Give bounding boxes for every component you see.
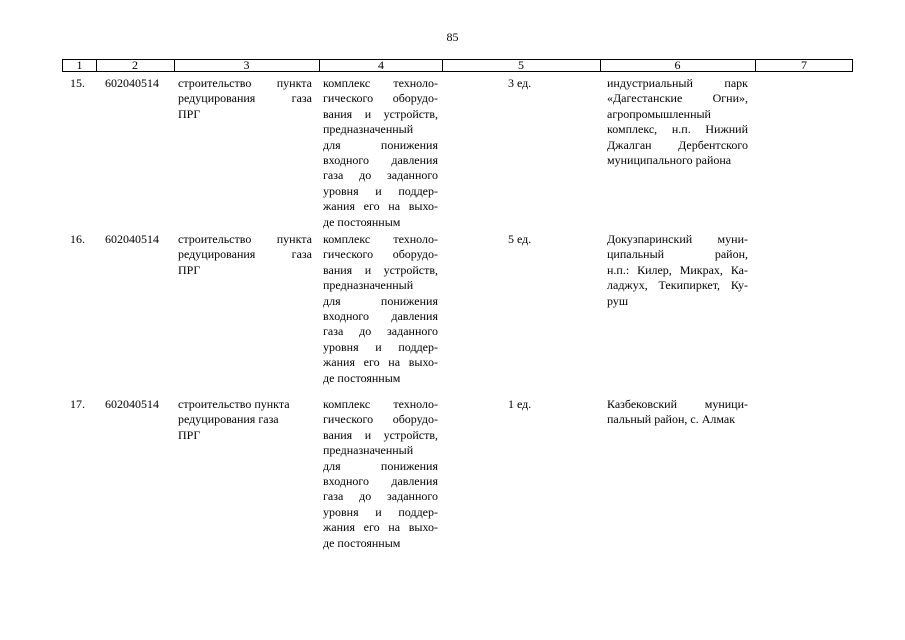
location-line: пальный район, с. Алмак bbox=[607, 412, 736, 427]
header-col-7: 7 bbox=[801, 58, 807, 72]
row-location bbox=[607, 397, 748, 428]
location-line: муниципального района bbox=[607, 153, 732, 168]
object-line: строительство пункта bbox=[178, 76, 312, 90]
object-line: редуцирования газа bbox=[178, 247, 312, 262]
row-object bbox=[178, 232, 312, 278]
description-line: входного давления bbox=[323, 309, 438, 324]
row-number: 15. bbox=[70, 76, 85, 90]
location-line: Казбековский муници- bbox=[607, 397, 748, 411]
header-col-1: 1 bbox=[76, 58, 83, 72]
description-line: газа до заданного bbox=[323, 489, 438, 504]
row-object bbox=[178, 397, 312, 443]
table-header bbox=[62, 59, 853, 72]
description-line: де постоянным bbox=[323, 214, 401, 229]
description-line: комплекс техноло- bbox=[323, 397, 438, 411]
description-line: предназначенный bbox=[323, 443, 414, 458]
header-col-6: 6 bbox=[674, 58, 681, 72]
description-line: предназначенный bbox=[323, 122, 414, 137]
row-description bbox=[323, 232, 438, 386]
description-line: уровня и поддер- bbox=[323, 183, 438, 198]
row-description bbox=[323, 76, 438, 230]
description-line: входного давления bbox=[323, 474, 438, 489]
description-line: жания его на выхо- bbox=[323, 355, 438, 370]
object-line: ПРГ bbox=[178, 262, 201, 277]
description-line: вания и устройств, bbox=[323, 262, 438, 277]
location-line: «Дагестанские Огни», bbox=[607, 91, 748, 106]
row-number: 17. bbox=[70, 397, 85, 411]
row-quantity: 1 ед. bbox=[508, 397, 532, 411]
row-code: 602040514 bbox=[105, 232, 159, 246]
description-line: де постоянным bbox=[323, 370, 401, 385]
description-line: предназначенный bbox=[323, 278, 414, 293]
row-quantity: 3 ед. bbox=[508, 76, 532, 90]
description-line: для понижения bbox=[323, 458, 438, 473]
row-description bbox=[323, 397, 438, 551]
description-line: для понижения bbox=[323, 293, 438, 308]
description-line: уровня и поддер- bbox=[323, 504, 438, 519]
description-line: де постоянным bbox=[323, 535, 401, 550]
row-object bbox=[178, 76, 312, 122]
row-location bbox=[607, 76, 748, 168]
description-line: для понижения bbox=[323, 137, 438, 152]
location-line: Докузпаринский муни- bbox=[607, 232, 748, 246]
object-line: редуцирования газа bbox=[178, 91, 312, 106]
row-number: 16. bbox=[70, 232, 85, 246]
location-line: руш bbox=[607, 293, 629, 308]
row-quantity: 5 ед. bbox=[508, 232, 532, 246]
description-line: газа до заданного bbox=[323, 168, 438, 183]
object-line: ПРГ bbox=[178, 106, 201, 121]
description-line: гического оборудо- bbox=[323, 412, 438, 427]
location-line: ципальный район, bbox=[607, 247, 748, 262]
header-col-4: 4 bbox=[378, 58, 384, 72]
row-code: 602040514 bbox=[105, 397, 159, 411]
object-line: ПРГ bbox=[178, 427, 201, 442]
description-line: комплекс техноло- bbox=[323, 232, 438, 246]
location-line: н.п.: Килер, Микрах, Ка- bbox=[607, 262, 748, 277]
description-line: жания его на выхо- bbox=[323, 199, 438, 214]
object-line: строительство пункта bbox=[178, 232, 312, 246]
description-line: вания и устройств, bbox=[323, 427, 438, 442]
location-line: Джалган Дербентского bbox=[607, 137, 748, 152]
description-line: уровня и поддер- bbox=[323, 339, 438, 354]
object-line: редуцирования газа bbox=[178, 412, 279, 427]
header-col-5: 5 bbox=[518, 58, 524, 72]
description-line: газа до заданного bbox=[323, 324, 438, 339]
location-line: агропромышленный bbox=[607, 106, 711, 121]
description-line: жания его на выхо- bbox=[323, 520, 438, 535]
page-number: 85 bbox=[446, 30, 459, 44]
description-line: комплекс техноло- bbox=[323, 76, 438, 90]
header-col-2: 2 bbox=[132, 58, 138, 72]
object-line: строительство пункта bbox=[178, 397, 290, 411]
description-line: входного давления bbox=[323, 153, 438, 168]
description-line: вания и устройств, bbox=[323, 106, 438, 121]
location-line: индустриальный парк bbox=[607, 76, 748, 90]
row-code: 602040514 bbox=[105, 76, 159, 90]
header-col-3: 3 bbox=[243, 58, 250, 72]
description-line: гического оборудо- bbox=[323, 247, 438, 262]
description-line: гического оборудо- bbox=[323, 91, 438, 106]
row-location bbox=[607, 232, 748, 309]
location-line: ладжух, Текипиркет, Ку- bbox=[607, 278, 748, 293]
location-line: комплекс, н.п. Нижний bbox=[607, 122, 748, 137]
